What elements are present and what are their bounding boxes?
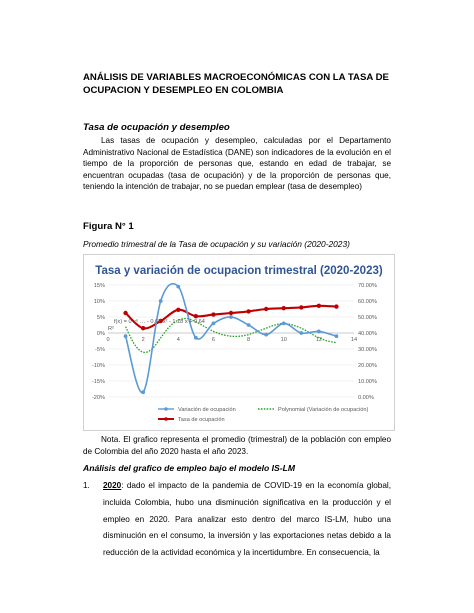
document-title: ANÁLISIS DE VARIABLES MACROECONÓMICAS CON LA TASA DE OCUPACION Y DESEMPLEO EN COLOMBIA bbox=[83, 72, 389, 96]
series-point bbox=[123, 311, 127, 315]
x-tick-label: 14 bbox=[350, 337, 358, 343]
series-point bbox=[124, 334, 128, 338]
figure-label: Figura N° 1 bbox=[83, 221, 134, 232]
series-point bbox=[247, 323, 251, 327]
series-point bbox=[141, 326, 145, 330]
legend-marker bbox=[164, 407, 168, 411]
legend-label: Variación de ocupación bbox=[178, 407, 236, 413]
series-point bbox=[334, 304, 338, 308]
list-item-number: 1. bbox=[83, 481, 90, 490]
x-tick-label: 2 bbox=[141, 337, 145, 343]
y-right-tick-label: 40.00% bbox=[358, 331, 377, 337]
series-point bbox=[299, 305, 303, 309]
y-left-tick-label: 5% bbox=[96, 315, 105, 321]
y-left-tick-label: 0% bbox=[96, 331, 105, 337]
r-squared-label: R² bbox=[108, 326, 114, 332]
list-item-year: 2020 bbox=[103, 481, 122, 490]
list-item bbox=[103, 478, 391, 562]
series-point bbox=[211, 312, 215, 316]
y-left-tick-label: -5% bbox=[95, 347, 105, 353]
series-point bbox=[282, 306, 286, 310]
series-point bbox=[246, 309, 250, 313]
series-point bbox=[282, 322, 286, 326]
legend-label: Tasa de ocupación bbox=[178, 417, 225, 423]
y-left-tick-label: -15% bbox=[91, 379, 105, 385]
analysis-title: Análisis del grafico de empleo bajo el modelo IS-LM bbox=[83, 463, 296, 473]
y-right-tick-label: 10.00% bbox=[358, 379, 377, 385]
x-tick-label: 4 bbox=[176, 337, 180, 343]
x-tick-label: 6 bbox=[211, 337, 215, 343]
legend-label: Polynomial (Variación de ocupación) bbox=[278, 407, 369, 413]
y-right-tick-label: 60.00% bbox=[358, 299, 377, 305]
x-tick-label: 10 bbox=[280, 337, 287, 343]
series-point bbox=[264, 307, 268, 311]
figure-note bbox=[83, 434, 391, 457]
series-point bbox=[159, 299, 163, 303]
y-right-tick-label: 50.00% bbox=[358, 315, 377, 321]
series-point bbox=[264, 333, 268, 337]
series-point bbox=[299, 331, 303, 335]
intro-paragraph-text: Las tasas de ocupación y desempleo, calculadas por el Departamento Administrativo Nacional de Estadística (DANE) son indicadores de la evolución en el tiempo de la proporción de personas que, estando en edad de trabajar, se encuentran ocupadas (tasa de ocupación) y de la proporción de personas que, teniendo la intención de trabajar, no se puedan emplear (tasa de desempleo) bbox=[83, 136, 391, 192]
chart-title: Tasa y variación de ocupacion trimestral (2020-2023) bbox=[95, 265, 383, 277]
y-right-tick-label: 70.00% bbox=[358, 283, 377, 289]
x-tick-label: 0 bbox=[106, 337, 110, 343]
y-right-tick-label: 20.00% bbox=[358, 363, 377, 369]
series-point bbox=[141, 390, 145, 394]
series-point bbox=[194, 336, 198, 340]
section-title: Tasa de ocupación y desempleo bbox=[83, 122, 230, 133]
chart-series bbox=[123, 284, 338, 394]
series-point bbox=[176, 308, 180, 312]
series-point bbox=[229, 315, 233, 319]
occupation-chart bbox=[84, 255, 394, 430]
series-point bbox=[317, 304, 321, 308]
y-left-tick-label: -20% bbox=[91, 395, 105, 401]
series-point bbox=[212, 322, 216, 326]
y-left-tick-label: 15% bbox=[93, 283, 105, 289]
figure-note-text: Nota. El grafico representa el promedio (trimestral) de la población con empleo de Colombia del año 2020 hasta el año 2023. bbox=[83, 435, 391, 456]
legend-marker bbox=[164, 417, 168, 421]
y-right-tick-label: 30.00% bbox=[358, 347, 377, 353]
chart-legend bbox=[158, 407, 369, 423]
series-point bbox=[317, 330, 321, 334]
x-tick-label: 12 bbox=[315, 337, 322, 343]
chart-container bbox=[83, 254, 395, 431]
trendline-equation: f(x) = 0 x⁶ … - 0.67 x² - 1.18 x + 0.64 bbox=[114, 319, 205, 325]
series-line bbox=[126, 284, 337, 393]
figure-caption: Promedio trimestral de la Tasa de ocupación y su variación (2020-2023) bbox=[83, 239, 350, 249]
x-tick-label: 8 bbox=[247, 337, 251, 343]
y-right-tick-label: 0.00% bbox=[358, 395, 374, 401]
series-point bbox=[176, 285, 180, 289]
y-left-tick-label: -10% bbox=[91, 363, 105, 369]
y-left-tick-label: 10% bbox=[93, 299, 105, 305]
series-point bbox=[194, 314, 198, 318]
list-item-text: : dado el impacto de la pandemia de COVID-19 en la economía global, incluida Colombia, hubo una disminución significativa en la producción y el empleo en 2020. Para analizar esto dentro del marco IS-LM, hubo una disminución en el consumo, la inversión y las exportaciones netas debido a la reducción de la actividad económica y la incertidumbre. En consecuencia, la bbox=[103, 481, 391, 558]
series-point bbox=[229, 311, 233, 315]
series-point bbox=[335, 334, 339, 338]
intro-paragraph bbox=[83, 135, 391, 193]
